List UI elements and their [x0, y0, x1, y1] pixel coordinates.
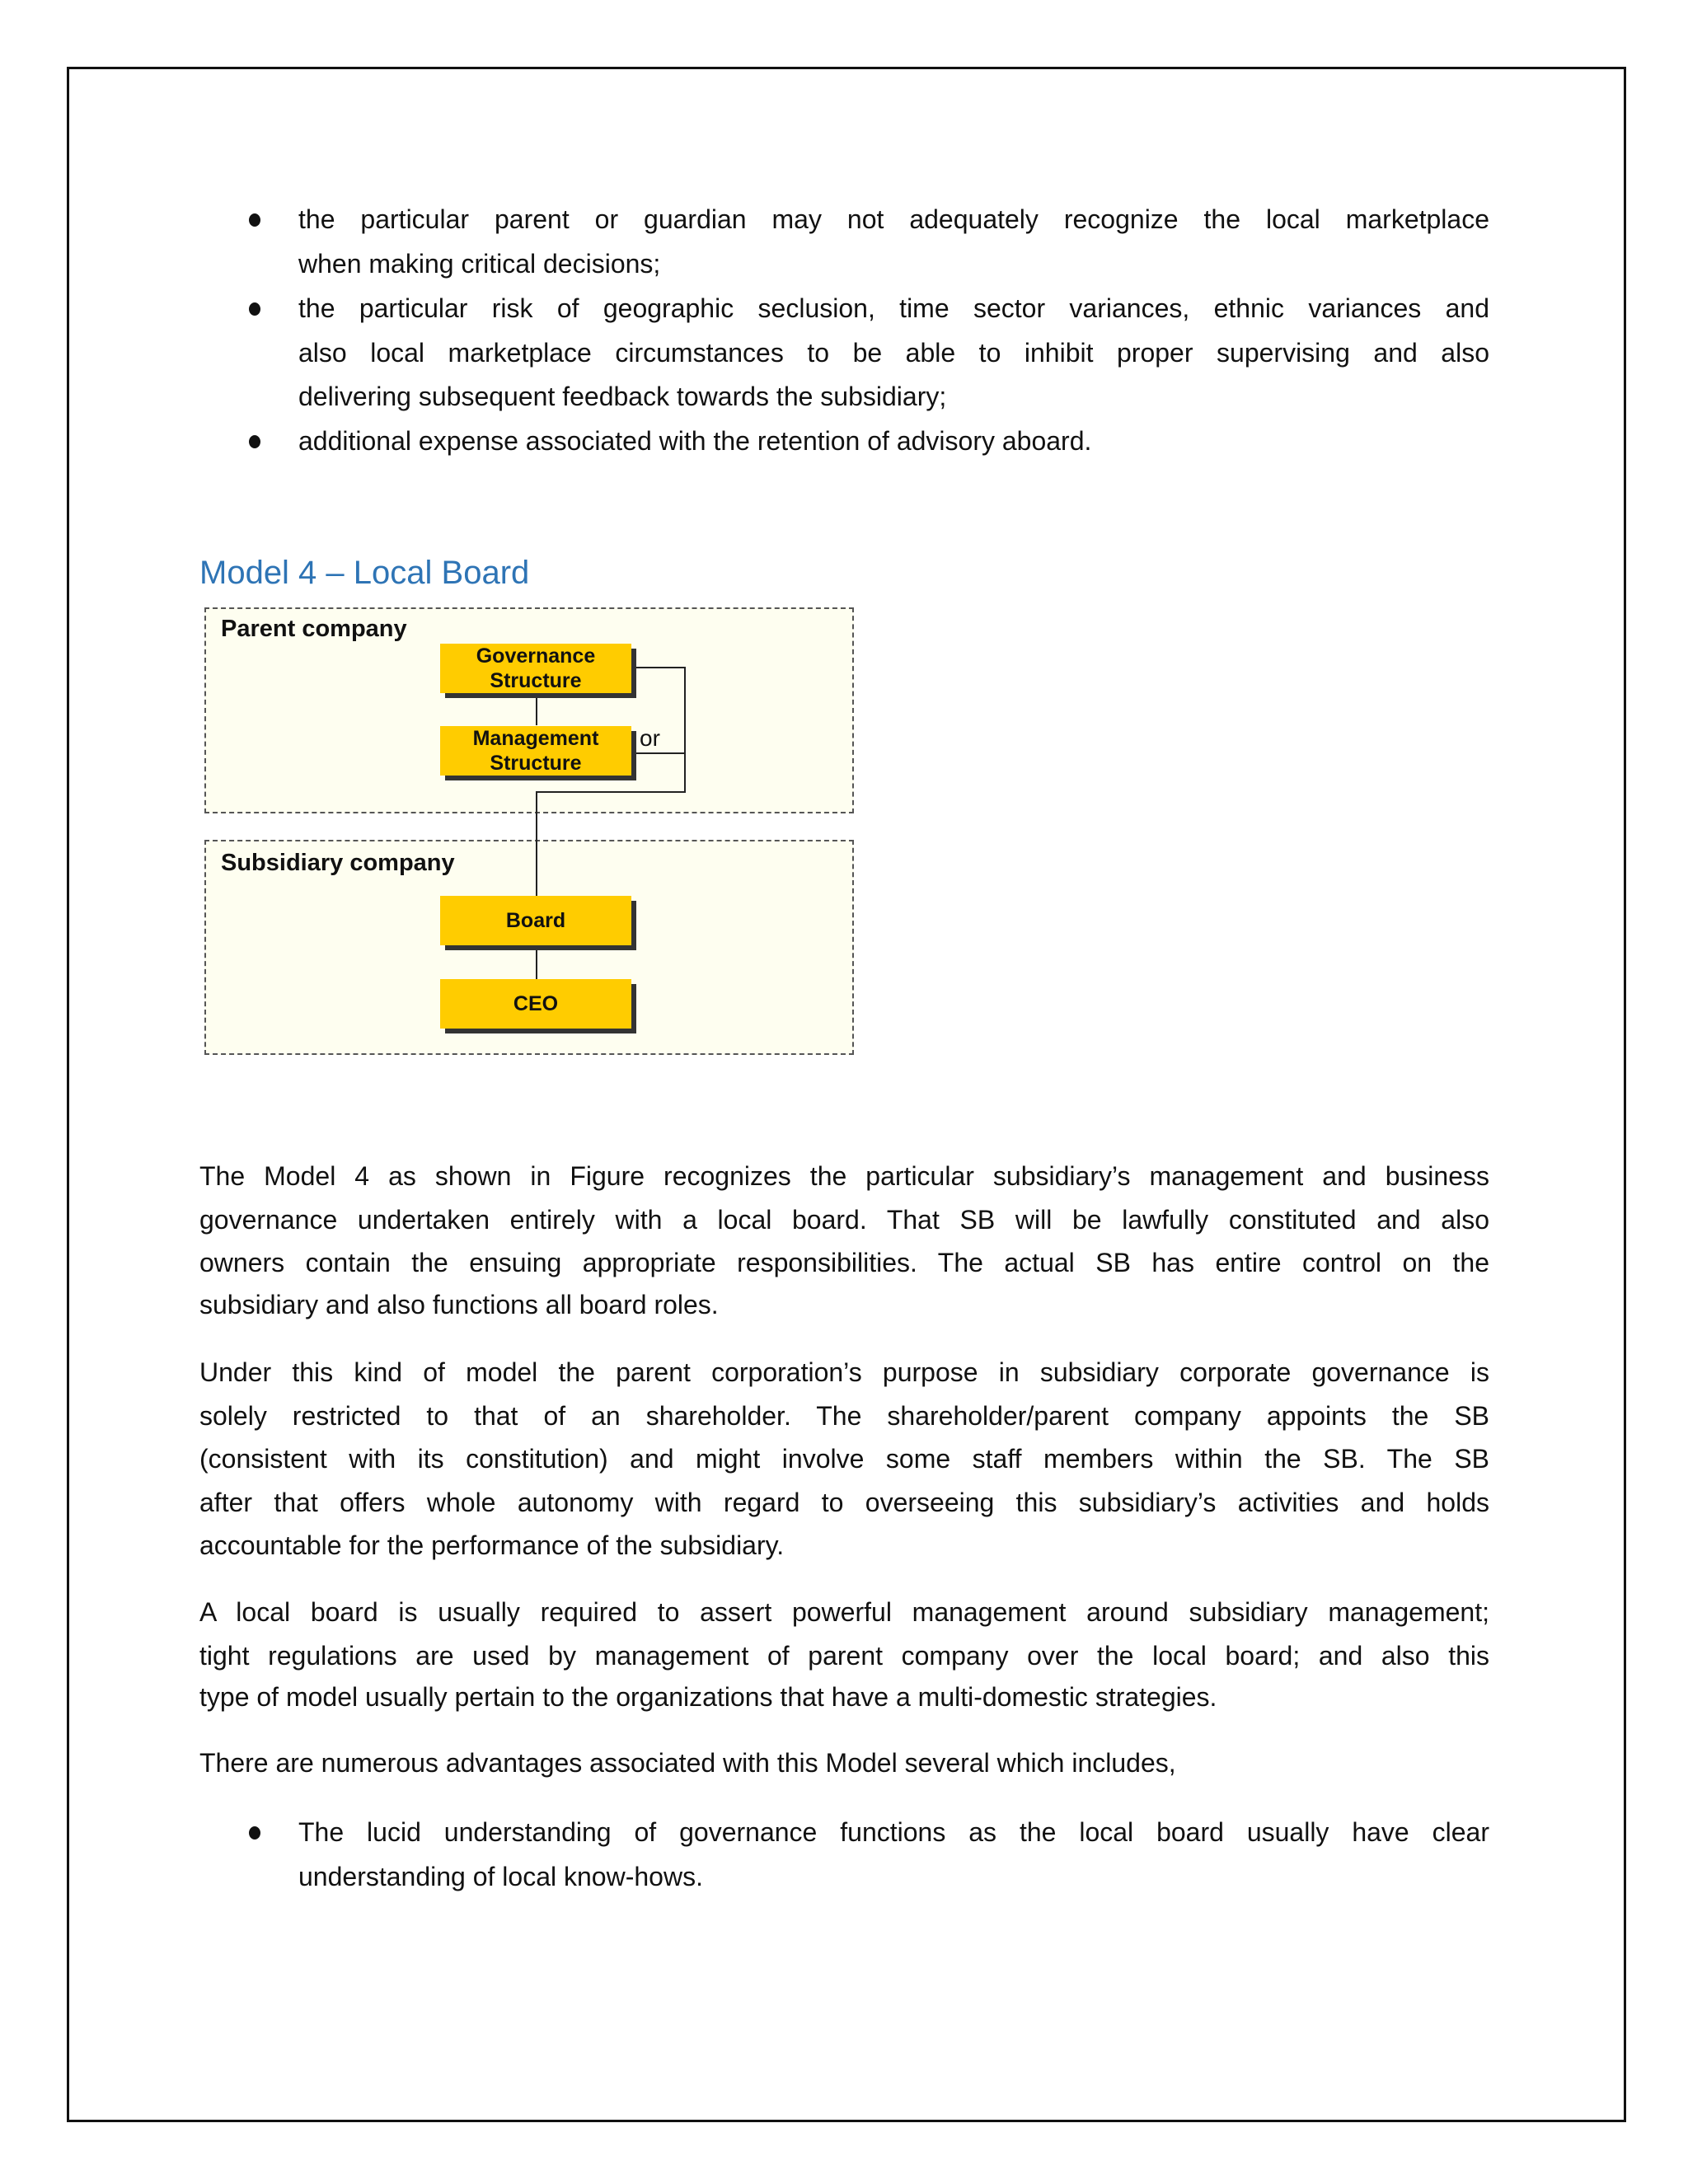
paragraph-line: accountable for the performance of the subsidiary. — [199, 1530, 785, 1560]
paragraph-line: solely restricted to that of an shareholder. The shareholder/parent company appoints the SB — [199, 1401, 1489, 1431]
section-heading: Model 4 – Local Board — [199, 555, 530, 591]
bullet-text: The lucid understanding of governance functions as the local board usually have clear — [298, 1817, 1489, 1847]
connector — [536, 692, 537, 725]
connector — [631, 752, 686, 754]
or-label: or — [640, 725, 660, 751]
bullet-text: delivering subsequent feedback towards the subsidiary; — [298, 382, 947, 411]
node-label: Governance — [476, 644, 596, 668]
bullet-text: understanding of local know-hows. — [298, 1862, 703, 1891]
bullet-text: additional expense associated with the retention of advisory aboard. — [298, 426, 1092, 456]
paragraph-line: A local board is usually required to assert powerful management around subsidiary management; — [199, 1597, 1489, 1627]
connector — [536, 791, 537, 897]
bullet-icon — [249, 1826, 260, 1840]
bullet-text: the particular risk of geographic seclusion, time sector variances, ethnic variances and — [298, 293, 1489, 323]
paragraph-line: type of model usually pertain to the organizations that have a multi-domestic strategies. — [199, 1682, 1217, 1712]
paragraph-line: owners contain the ensuing appropriate responsibilities. The actual SB has entire control on the — [199, 1248, 1489, 1277]
node-label: Management — [472, 727, 599, 750]
management-structure-node — [440, 726, 631, 776]
bullet-text: the particular parent or guardian may not adequately recognize the local marketplace — [298, 204, 1489, 234]
bullet-icon — [249, 435, 260, 448]
paragraph-line: after that offers whole autonomy with regard to overseeing this subsidiary’s activities and holds — [199, 1488, 1489, 1517]
paragraph-line: subsidiary and also functions all board roles. — [199, 1290, 719, 1319]
bullet-icon — [249, 302, 260, 316]
paragraph-line: Under this kind of model the parent corporation’s purpose in subsidiary corporate governance is — [199, 1357, 1489, 1387]
connector — [631, 667, 686, 668]
bullet-icon — [249, 213, 260, 227]
parent-company-box — [204, 607, 854, 813]
connector — [536, 791, 686, 793]
node-label: Structure — [490, 752, 582, 775]
paragraph-line: tight regulations are used by management of parent company over the local board; and also this — [199, 1641, 1489, 1671]
node-label: Structure — [490, 669, 582, 692]
paragraph-line: (consistent with its constitution) and might involve some staff members within the SB. The SB — [199, 1444, 1489, 1474]
parent-company-label: Parent company — [221, 616, 407, 642]
paragraph-line: The Model 4 as shown in Figure recognizes the particular subsidiary’s management and business — [199, 1161, 1489, 1191]
connector — [536, 946, 537, 979]
connector — [684, 667, 686, 793]
bullet-text: also local marketplace circumstances to be able to inhibit proper supervising and also — [298, 338, 1489, 368]
board-node: Board — [440, 896, 631, 945]
bullet-text: when making critical decisions; — [298, 249, 661, 279]
ceo-node: CEO — [440, 979, 631, 1029]
governance-structure-node — [440, 644, 631, 693]
subsidiary-company-label: Subsidiary company — [221, 850, 455, 876]
paragraph-line: There are numerous advantages associated with this Model several which includes, — [199, 1748, 1176, 1778]
paragraph-line: governance undertaken entirely with a local board. That SB will be lawfully constituted and also — [199, 1205, 1489, 1235]
